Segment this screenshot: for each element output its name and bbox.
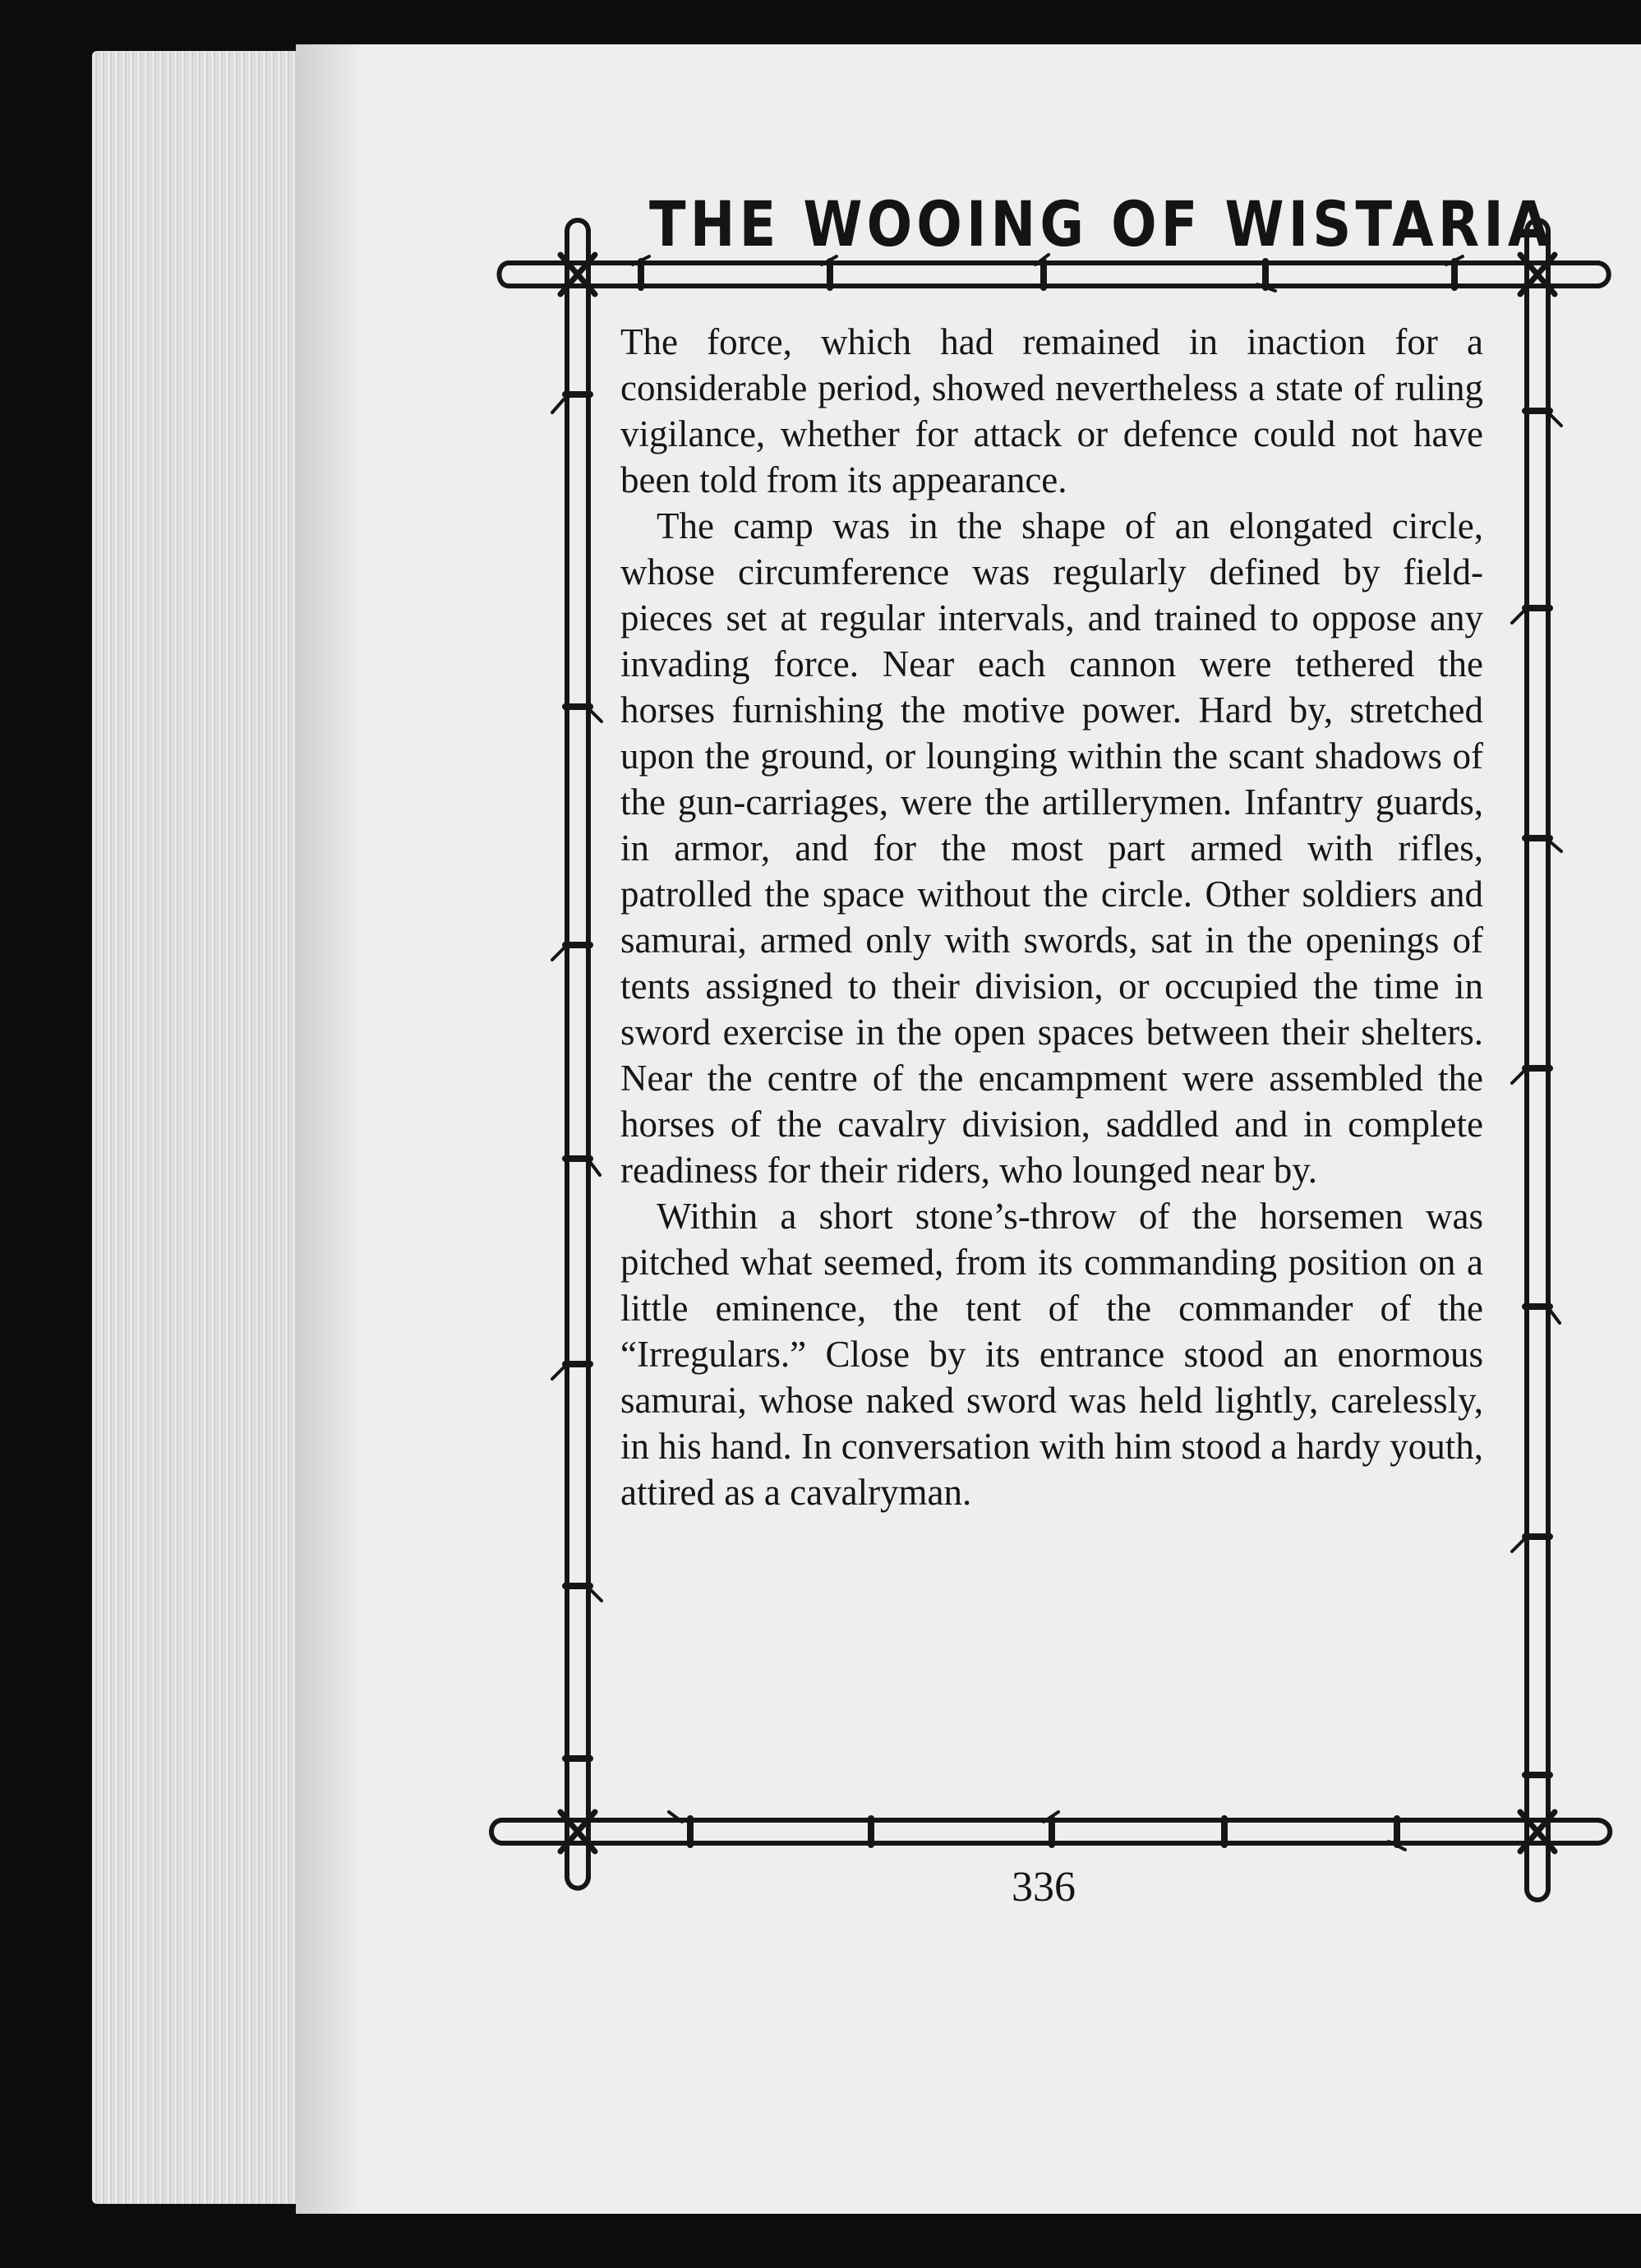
paragraph: Within a short stone’s-throw of the horsemen was pitched what seemed, from its commanding position on a little eminence, the tent of the commander of the “Irregulars.” Close by its entrance stood an enormous samurai, whose naked sword was held lightly, carelessly, in his hand. In conversation with him stood a hardy youth, attired as a cavalryman. bbox=[620, 1196, 1483, 1513]
paragraph: The force, which had remained in inaction for a considerable period, showed nevertheless a state of ruling vigilance, whether for attack or defence could not have been told from its appearance. bbox=[620, 321, 1483, 500]
running-head: THE WOOING OF WISTARIA bbox=[649, 187, 1554, 260]
body-text bbox=[620, 319, 1483, 1798]
page-number: 336 bbox=[1012, 1864, 1076, 1911]
page-gutter-shadow bbox=[296, 44, 362, 2214]
paragraph: The camp was in the shape of an elongated circle, whose circumference was regularly defined by field-pieces set at regular intervals, and trained to oppose any invading force. Near each cannon were tethered the horses furnishing the motive power. Hard by, stretched upon the ground, or lounging within the scant shadows of the gun-carriages, were the artillerymen. Infantry guards, in armor, and for the most part armed with rifles, patrolled the space without the circle. Other soldiers and samurai, armed only with swords, sat in the openings of tents assigned to their division, or occupied the time in sword exercise in the open spaces between their shelters. Near the centre of the encampment were assembled the horses of the cavalry division, saddled and in complete readiness for their riders, who lounged near by. bbox=[620, 505, 1483, 1191]
